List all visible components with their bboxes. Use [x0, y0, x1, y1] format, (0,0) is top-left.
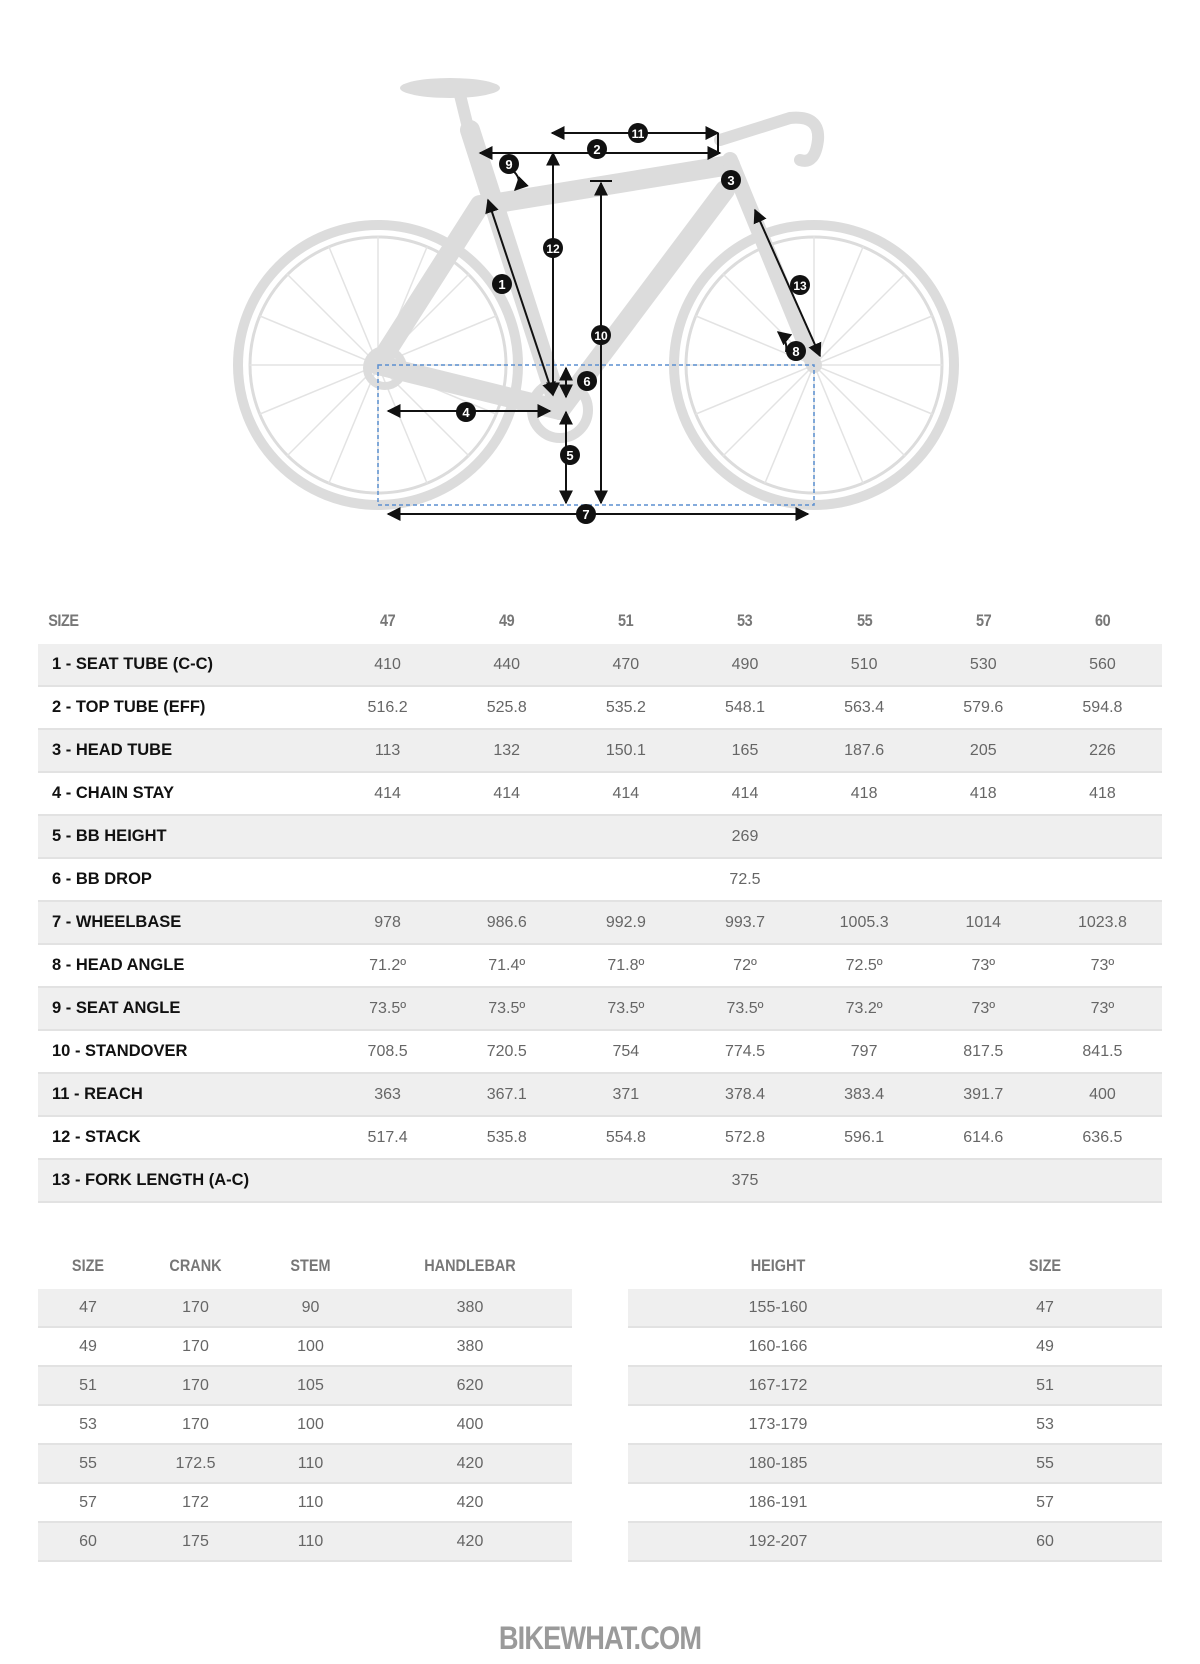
- table-cell: 380: [368, 1289, 572, 1327]
- table-cell: 414: [566, 772, 685, 815]
- table-cell: 490: [685, 644, 804, 686]
- table-cell: 525.8: [447, 686, 566, 729]
- svg-text:10: 10: [594, 329, 608, 343]
- table-cell: 383.4: [805, 1073, 924, 1116]
- table-cell: 53: [38, 1405, 138, 1444]
- table-row: [38, 1159, 1162, 1202]
- row-label-text: - FORK LENGTH (A-C): [70, 1171, 250, 1189]
- table-cell: 47: [928, 1289, 1162, 1327]
- table-cell: 205: [924, 729, 1043, 772]
- table-cell: 49: [38, 1327, 138, 1366]
- table-cell: 226: [1043, 729, 1162, 772]
- row-number: 5: [52, 827, 62, 845]
- geometry-header-row: [38, 598, 1162, 644]
- table-cell: 170: [138, 1327, 253, 1366]
- table-cell: 55: [38, 1444, 138, 1483]
- row-label: [38, 729, 328, 772]
- svg-text:5: 5: [566, 448, 574, 463]
- table-row: [38, 1289, 572, 1327]
- table-row: [38, 729, 1162, 772]
- marker-2: [587, 139, 607, 159]
- table-cell: 170: [138, 1289, 253, 1327]
- table-cell: 440: [447, 644, 566, 686]
- table-cell: 55: [928, 1444, 1162, 1483]
- size-col-header: 55: [856, 611, 872, 630]
- table-cell: 173-179: [628, 1405, 928, 1444]
- size-col-header: 57: [975, 611, 991, 630]
- row-number: 3: [52, 741, 62, 759]
- components-header-row: [38, 1243, 572, 1289]
- marker-8: [786, 341, 806, 361]
- svg-text:8: 8: [792, 344, 800, 359]
- table-cell: 978: [328, 901, 447, 944]
- table-cell: 192-207: [628, 1522, 928, 1561]
- table-cell: 554.8: [566, 1116, 685, 1159]
- marker-11: [628, 123, 648, 143]
- table-cell: 60: [38, 1522, 138, 1561]
- table-cell: 1005.3: [805, 901, 924, 944]
- svg-text:9: 9: [505, 157, 513, 172]
- table-cell: 73.5º: [685, 987, 804, 1030]
- comp-header-stem: STEM: [290, 1256, 331, 1275]
- table-cell: 175: [138, 1522, 253, 1561]
- svg-text:7: 7: [582, 507, 590, 522]
- table-cell: 47: [38, 1289, 138, 1327]
- table-cell: 73.5º: [566, 987, 685, 1030]
- table-cell: 363: [328, 1073, 447, 1116]
- table-cell: 110: [253, 1522, 368, 1561]
- table-cell: 535.8: [447, 1116, 566, 1159]
- table-cell: 420: [368, 1522, 572, 1561]
- table-row: [38, 1405, 572, 1444]
- svg-text:2: 2: [593, 142, 601, 157]
- table-cell: 71.2º: [328, 944, 447, 987]
- marker-3: [721, 170, 741, 190]
- row-number: 4: [52, 784, 62, 802]
- table-row: [38, 644, 1162, 686]
- size-col-header: 51: [618, 611, 634, 630]
- table-cell: 548.1: [685, 686, 804, 729]
- table-cell: 579.6: [924, 686, 1043, 729]
- table-cell: 73º: [1043, 944, 1162, 987]
- table-cell: 841.5: [1043, 1030, 1162, 1073]
- table-cell: 400: [368, 1405, 572, 1444]
- table-row: [38, 987, 1162, 1030]
- table-row: [628, 1366, 1162, 1405]
- table-cell: 155-160: [628, 1289, 928, 1327]
- table-cell: 560: [1043, 644, 1162, 686]
- table-cell: 516.2: [328, 686, 447, 729]
- table-row: [628, 1444, 1162, 1483]
- row-label: [38, 686, 328, 729]
- table-cell: 132: [447, 729, 566, 772]
- row-label-text: - STACK: [70, 1128, 141, 1146]
- table-cell: 110: [253, 1483, 368, 1522]
- table-cell: 105: [253, 1366, 368, 1405]
- table-cell: 720.5: [447, 1030, 566, 1073]
- table-cell: 614.6: [924, 1116, 1043, 1159]
- table-cell: 172.5: [138, 1444, 253, 1483]
- table-row: [38, 1522, 572, 1561]
- components-table: [38, 1243, 572, 1562]
- size-col-header: 49: [499, 611, 515, 630]
- row-number: 13: [52, 1171, 71, 1189]
- table-row: [38, 1030, 1162, 1073]
- svg-text:11: 11: [631, 127, 645, 141]
- table-cell: 993.7: [685, 901, 804, 944]
- components-body: [38, 1289, 572, 1561]
- table-row: [38, 901, 1162, 944]
- table-row: [38, 858, 1162, 901]
- table-row: [38, 686, 1162, 729]
- row-number: 1: [52, 655, 62, 673]
- row-label-text: - BB DROP: [61, 870, 152, 888]
- table-cell: 51: [928, 1366, 1162, 1405]
- table-cell: 170: [138, 1366, 253, 1405]
- table-cell: 49: [928, 1327, 1162, 1366]
- comp-header-size: SIZE: [71, 1256, 105, 1275]
- row-number: 12: [52, 1128, 71, 1146]
- row-label: [38, 772, 328, 815]
- table-row: [38, 1444, 572, 1483]
- row-label: [38, 987, 328, 1030]
- table-row: [38, 1483, 572, 1522]
- table-row: [38, 815, 1162, 858]
- svg-text:13: 13: [793, 279, 807, 293]
- table-cell: 420: [368, 1483, 572, 1522]
- table-cell: 72.5º: [805, 944, 924, 987]
- footer-brand-logo: BIKEWHAT.COM: [498, 1620, 702, 1656]
- table-cell: 165: [685, 729, 804, 772]
- row-label: [38, 1116, 328, 1159]
- table-cell: 572.8: [685, 1116, 804, 1159]
- table-cell: 517.4: [328, 1116, 447, 1159]
- table-cell: 367.1: [447, 1073, 566, 1116]
- height-header-row: [628, 1243, 1162, 1289]
- row-label-text: - WHEELBASE: [61, 913, 182, 931]
- table-cell: 150.1: [566, 729, 685, 772]
- row-label-text: - SEAT TUBE (C-C): [61, 655, 214, 673]
- svg-text:4: 4: [462, 405, 470, 420]
- table-cell: 410: [328, 644, 447, 686]
- table-row: [38, 1366, 572, 1405]
- table-cell: 992.9: [566, 901, 685, 944]
- table-cell: 167-172: [628, 1366, 928, 1405]
- table-cell: 73º: [924, 987, 1043, 1030]
- row-label-text: - CHAIN STAY: [61, 784, 174, 802]
- row-number: 9: [52, 999, 62, 1017]
- table-row: [38, 944, 1162, 987]
- table-cell: 100: [253, 1405, 368, 1444]
- table-cell: 72º: [685, 944, 804, 987]
- table-row: [38, 1073, 1162, 1116]
- row-label-text: - TOP TUBE (EFF): [61, 698, 206, 716]
- table-cell: 414: [447, 772, 566, 815]
- table-cell: 510: [805, 644, 924, 686]
- table-row: [628, 1522, 1162, 1561]
- table-cell: 596.1: [805, 1116, 924, 1159]
- table-row: [38, 1116, 1162, 1159]
- table-cell: 51: [38, 1366, 138, 1405]
- table-cell: 391.7: [924, 1073, 1043, 1116]
- table-cell: 57: [928, 1483, 1162, 1522]
- table-cell: 774.5: [685, 1030, 804, 1073]
- table-cell: 110: [253, 1444, 368, 1483]
- comp-header-crank: CRANK: [169, 1256, 222, 1275]
- table-cell: 187.6: [805, 729, 924, 772]
- svg-text:3: 3: [727, 173, 735, 188]
- row-label: [38, 901, 328, 944]
- table-row: [628, 1483, 1162, 1522]
- table-cell: 620: [368, 1366, 572, 1405]
- table-row: [38, 1327, 572, 1366]
- row-label-text: - STANDOVER: [70, 1042, 188, 1060]
- height-body: [628, 1289, 1162, 1561]
- bike-geometry-diagram: [0, 0, 1200, 560]
- table-cell: 530: [924, 644, 1043, 686]
- size-col-header: 47: [379, 611, 396, 630]
- marker-6: [577, 371, 597, 391]
- table-cell: 418: [924, 772, 1043, 815]
- row-number: 10: [52, 1042, 71, 1060]
- row-label-text: - SEAT ANGLE: [61, 999, 181, 1017]
- size-col-header: 53: [737, 611, 753, 630]
- table-cell: 414: [328, 772, 447, 815]
- marker-7: [576, 504, 596, 524]
- table-cell-all-sizes: 72.5: [328, 858, 1162, 901]
- table-cell: 418: [1043, 772, 1162, 815]
- table-cell: 160-166: [628, 1327, 928, 1366]
- table-cell: 90: [253, 1289, 368, 1327]
- table-row: [628, 1289, 1162, 1327]
- table-cell: 71.4º: [447, 944, 566, 987]
- table-cell-all-sizes: 269: [328, 815, 1162, 858]
- table-cell: 414: [685, 772, 804, 815]
- table-cell: 563.4: [805, 686, 924, 729]
- row-label: [38, 644, 328, 686]
- marker-10: [591, 325, 611, 345]
- table-cell: 1014: [924, 901, 1043, 944]
- size-col-header: 60: [1094, 611, 1111, 630]
- table-cell: 172: [138, 1483, 253, 1522]
- marker-13: [790, 275, 810, 295]
- row-label: [38, 1073, 328, 1116]
- row-label: [38, 1159, 328, 1202]
- table-cell: 180-185: [628, 1444, 928, 1483]
- height-size-table: [628, 1243, 1162, 1562]
- table-cell: 986.6: [447, 901, 566, 944]
- table-cell: 420: [368, 1444, 572, 1483]
- comp-header-handlebar: HANDLEBAR: [424, 1256, 516, 1275]
- table-cell: 371: [566, 1073, 685, 1116]
- row-number: 6: [52, 870, 62, 888]
- svg-text:12: 12: [546, 242, 560, 256]
- table-cell: 418: [805, 772, 924, 815]
- table-cell: 73º: [1043, 987, 1162, 1030]
- table-cell-all-sizes: 375: [328, 1159, 1162, 1202]
- row-number: 8: [52, 956, 62, 974]
- table-cell: 1023.8: [1043, 901, 1162, 944]
- table-cell: 60: [928, 1522, 1162, 1561]
- row-label: [38, 815, 328, 858]
- table-cell: 73º: [924, 944, 1043, 987]
- row-label: [38, 858, 328, 901]
- table-cell: 170: [138, 1405, 253, 1444]
- table-cell: 470: [566, 644, 685, 686]
- svg-text:6: 6: [583, 374, 591, 389]
- size-header: SIZE: [48, 611, 79, 630]
- row-label-text: - BB HEIGHT: [61, 827, 167, 845]
- table-cell: 378.4: [685, 1073, 804, 1116]
- height-header-height: HEIGHT: [750, 1256, 806, 1275]
- table-row: [628, 1327, 1162, 1366]
- table-cell: 53: [928, 1405, 1162, 1444]
- table-cell: 73.5º: [328, 987, 447, 1030]
- marker-1: [492, 274, 512, 294]
- marker-12: [543, 238, 563, 258]
- row-number: 2: [52, 698, 62, 716]
- marker-5: [560, 445, 580, 465]
- table-cell: 535.2: [566, 686, 685, 729]
- table-cell: 186-191: [628, 1483, 928, 1522]
- table-cell: 100: [253, 1327, 368, 1366]
- table-cell: 380: [368, 1327, 572, 1366]
- table-row: [628, 1405, 1162, 1444]
- table-cell: 797: [805, 1030, 924, 1073]
- table-cell: 594.8: [1043, 686, 1162, 729]
- table-cell: 817.5: [924, 1030, 1043, 1073]
- table-cell: 754: [566, 1030, 685, 1073]
- marker-4: [456, 402, 476, 422]
- svg-text:1: 1: [498, 277, 506, 292]
- table-cell: 708.5: [328, 1030, 447, 1073]
- table-cell: 636.5: [1043, 1116, 1162, 1159]
- row-number: 7: [52, 913, 62, 931]
- table-row: [38, 772, 1162, 815]
- height-header-size: SIZE: [1028, 1256, 1062, 1275]
- row-label: [38, 1030, 328, 1073]
- table-cell: 71.8º: [566, 944, 685, 987]
- table-cell: 73.2º: [805, 987, 924, 1030]
- geometry-body: [38, 644, 1162, 1202]
- table-cell: 400: [1043, 1073, 1162, 1116]
- row-number: 11: [52, 1085, 70, 1103]
- table-cell: 73.5º: [447, 987, 566, 1030]
- geometry-table: [38, 598, 1162, 1203]
- row-label-text: - HEAD ANGLE: [61, 956, 185, 974]
- table-cell: 57: [38, 1483, 138, 1522]
- row-label-text: - REACH: [69, 1085, 143, 1103]
- row-label-text: - HEAD TUBE: [61, 741, 173, 759]
- marker-9: [499, 154, 519, 174]
- table-cell: 113: [328, 729, 447, 772]
- row-label: [38, 944, 328, 987]
- saddle: [400, 78, 500, 98]
